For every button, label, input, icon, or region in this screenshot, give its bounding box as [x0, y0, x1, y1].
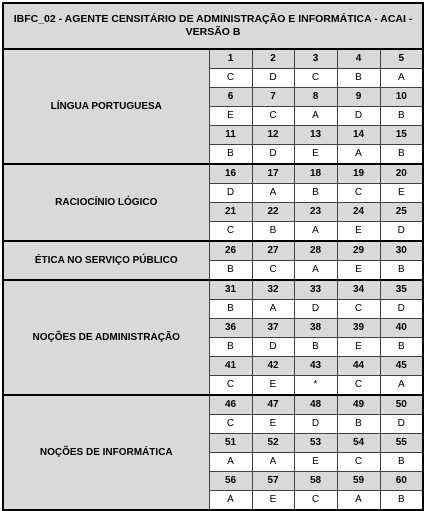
question-number: 18	[294, 164, 337, 184]
answer-cell: D	[337, 107, 380, 126]
answer-key-table	[2, 2, 424, 511]
table-title: IBFC_02 - AGENTE CENSITÁRIO DE ADMINISTRAÇÃO E INFORMÁTICA - ACAI - VERSÃO B	[3, 3, 423, 49]
question-number: 39	[337, 319, 380, 338]
answer-cell: C	[209, 376, 252, 396]
question-number-row	[3, 164, 423, 184]
question-number: 1	[209, 49, 252, 69]
answer-cell: E	[252, 415, 294, 434]
answer-cell: B	[380, 338, 423, 357]
answer-cell: C	[209, 69, 252, 88]
question-number: 42	[252, 357, 294, 376]
question-number: 32	[252, 280, 294, 300]
answer-cell: B	[380, 145, 423, 165]
answer-cell: C	[337, 300, 380, 319]
answer-cell: B	[209, 338, 252, 357]
question-number: 24	[337, 203, 380, 222]
answer-cell: *	[294, 376, 337, 396]
answer-cell: B	[380, 491, 423, 511]
answer-cell: C	[209, 222, 252, 242]
answer-cell: A	[380, 376, 423, 396]
answer-cell: D	[252, 338, 294, 357]
answer-cell: A	[294, 107, 337, 126]
answer-cell: D	[380, 222, 423, 242]
question-number: 59	[337, 472, 380, 491]
answer-cell: E	[252, 376, 294, 396]
answer-cell: B	[252, 222, 294, 242]
subject-label: LÍNGUA PORTUGUESA	[3, 49, 209, 164]
question-number: 35	[380, 280, 423, 300]
answer-cell: C	[209, 415, 252, 434]
answer-cell: B	[380, 261, 423, 281]
answer-cell: D	[380, 300, 423, 319]
question-number: 28	[294, 241, 337, 261]
question-number: 10	[380, 88, 423, 107]
answer-cell: B	[337, 415, 380, 434]
question-number: 48	[294, 395, 337, 415]
question-number: 45	[380, 357, 423, 376]
question-number: 55	[380, 434, 423, 453]
question-number: 20	[380, 164, 423, 184]
question-number: 16	[209, 164, 252, 184]
question-number: 41	[209, 357, 252, 376]
question-number: 4	[337, 49, 380, 69]
question-number: 2	[252, 49, 294, 69]
question-number: 51	[209, 434, 252, 453]
question-number: 52	[252, 434, 294, 453]
question-number: 13	[294, 126, 337, 145]
question-number-row	[3, 241, 423, 261]
answer-cell: D	[252, 145, 294, 165]
question-number: 27	[252, 241, 294, 261]
question-number: 7	[252, 88, 294, 107]
question-number: 56	[209, 472, 252, 491]
question-number: 54	[337, 434, 380, 453]
answer-cell: C	[294, 69, 337, 88]
question-number: 17	[252, 164, 294, 184]
question-number-row	[3, 395, 423, 415]
answer-cell: C	[337, 453, 380, 472]
answer-cell: C	[337, 184, 380, 203]
subject-label: NOÇÕES DE ADMINISTRAÇÃO	[3, 280, 209, 395]
question-number: 47	[252, 395, 294, 415]
answer-cell: A	[209, 491, 252, 511]
answer-key-body	[3, 49, 423, 510]
answer-cell: B	[294, 184, 337, 203]
question-number: 53	[294, 434, 337, 453]
question-number: 49	[337, 395, 380, 415]
question-number: 3	[294, 49, 337, 69]
answer-cell: B	[380, 453, 423, 472]
question-number: 6	[209, 88, 252, 107]
question-number: 15	[380, 126, 423, 145]
answer-cell: E	[337, 222, 380, 242]
answer-cell: D	[380, 415, 423, 434]
question-number: 30	[380, 241, 423, 261]
answer-cell: C	[337, 376, 380, 396]
answer-cell: A	[337, 145, 380, 165]
question-number: 31	[209, 280, 252, 300]
answer-cell: A	[294, 261, 337, 281]
answer-cell: E	[337, 338, 380, 357]
subject-label: RACIOCÍNIO LÓGICO	[3, 164, 209, 241]
question-number: 11	[209, 126, 252, 145]
question-number-row	[3, 280, 423, 300]
question-number: 37	[252, 319, 294, 338]
question-number: 5	[380, 49, 423, 69]
answer-cell: B	[380, 107, 423, 126]
answer-cell: D	[294, 300, 337, 319]
answer-cell: E	[294, 145, 337, 165]
answer-cell: E	[294, 453, 337, 472]
answer-cell: A	[380, 69, 423, 88]
question-number: 21	[209, 203, 252, 222]
question-number: 29	[337, 241, 380, 261]
question-number: 43	[294, 357, 337, 376]
answer-cell: C	[252, 261, 294, 281]
answer-cell: A	[337, 491, 380, 511]
question-number: 33	[294, 280, 337, 300]
question-number: 57	[252, 472, 294, 491]
question-number: 44	[337, 357, 380, 376]
answer-cell: C	[294, 491, 337, 511]
answer-cell: D	[252, 69, 294, 88]
answer-cell: D	[209, 184, 252, 203]
answer-cell: B	[337, 69, 380, 88]
question-number: 8	[294, 88, 337, 107]
question-number: 58	[294, 472, 337, 491]
question-number: 19	[337, 164, 380, 184]
question-number: 12	[252, 126, 294, 145]
answer-cell: A	[252, 300, 294, 319]
question-number: 14	[337, 126, 380, 145]
question-number: 26	[209, 241, 252, 261]
answer-cell: B	[294, 338, 337, 357]
answer-cell: B	[209, 300, 252, 319]
answer-cell: E	[252, 491, 294, 511]
answer-cell: B	[209, 145, 252, 165]
answer-cell: B	[209, 261, 252, 281]
answer-cell: A	[252, 184, 294, 203]
answer-cell: A	[252, 453, 294, 472]
subject-label: ÉTICA NO SERVIÇO PÚBLICO	[3, 241, 209, 280]
question-number: 23	[294, 203, 337, 222]
answer-key-sheet	[2, 2, 424, 511]
question-number: 25	[380, 203, 423, 222]
answer-cell: D	[294, 415, 337, 434]
question-number: 22	[252, 203, 294, 222]
answer-cell: A	[209, 453, 252, 472]
question-number: 34	[337, 280, 380, 300]
answer-cell: E	[209, 107, 252, 126]
question-number-row	[3, 49, 423, 69]
question-number: 50	[380, 395, 423, 415]
question-number: 46	[209, 395, 252, 415]
answer-cell: E	[380, 184, 423, 203]
question-number: 36	[209, 319, 252, 338]
question-number: 38	[294, 319, 337, 338]
answer-cell: E	[337, 261, 380, 281]
question-number: 60	[380, 472, 423, 491]
question-number: 9	[337, 88, 380, 107]
question-number: 40	[380, 319, 423, 338]
answer-cell: A	[294, 222, 337, 242]
answer-cell: C	[252, 107, 294, 126]
subject-label: NOÇÕES DE INFORMÁTICA	[3, 395, 209, 510]
